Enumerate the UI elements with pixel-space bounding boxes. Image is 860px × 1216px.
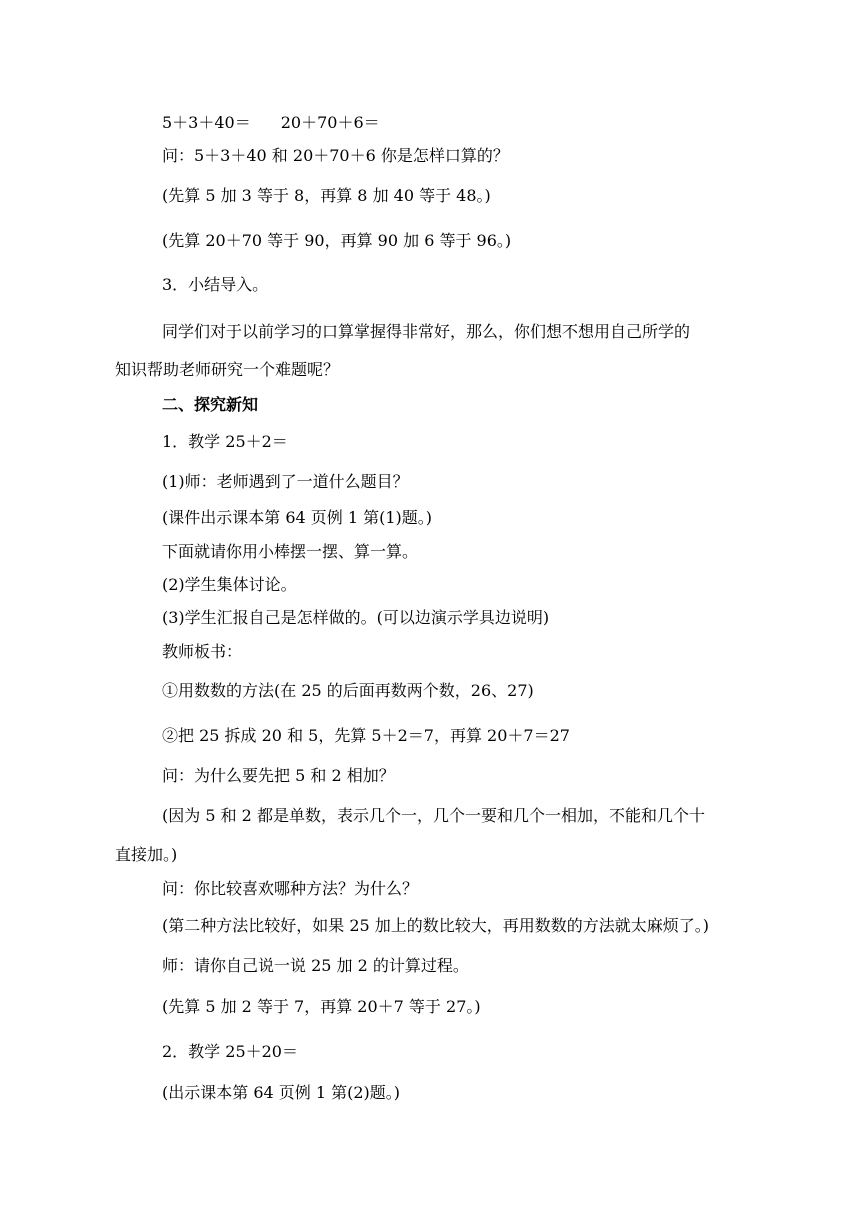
- question-line: 问：为什么要先把 5 和 2 相加？: [162, 766, 395, 785]
- answer-line: (先算 5 加 3 等于 8，再算 8 加 40 等于 48。): [162, 186, 491, 205]
- answer-line: 直接加。): [115, 845, 178, 864]
- section-item: 2．教学 25＋20＝: [162, 1042, 298, 1061]
- answer-line: (第二种方法比较好，如果 25 加上的数比较大，再用数数的方法就太麻烦了。): [162, 916, 710, 935]
- section-heading: 二、探究新知: [162, 395, 259, 414]
- paragraph-line: (课件出示课本第 64 页例 1 第(1)题。): [162, 508, 433, 527]
- answer-line: (因为 5 和 2 都是单数，表示几个一，几个一要和几个一相加，不能和几个十: [162, 806, 705, 825]
- paragraph-line: 知识帮助老师研究一个难题呢？: [115, 360, 340, 379]
- paragraph-line: 教师板书：: [162, 642, 243, 661]
- exercise-1: 5＋3＋40＝: [162, 113, 251, 132]
- question-line: 问：5＋3＋40 和 20＋70＋6 你是怎样口算的？: [162, 146, 509, 165]
- question-line: 问：你比较喜欢哪种方法？为什么？: [162, 879, 419, 898]
- paragraph-line: 下面就请你用小棒摆一摆、算一算。: [162, 542, 419, 561]
- paragraph-line: (3)学生汇报自己是怎样做的。(可以边演示学具边说明): [162, 608, 550, 627]
- paragraph-line: (1)师：老师遇到了一道什么题目？: [162, 472, 409, 491]
- section-item: 3．小结导入。: [162, 275, 269, 294]
- exercise-line: [162, 113, 380, 133]
- exercise-2: 20＋70＋6＝: [280, 113, 380, 132]
- section-item: 1．教学 25＋2＝: [162, 432, 288, 451]
- paragraph-line: 师：请你自己说一说 25 加 2 的计算过程。: [162, 956, 469, 975]
- answer-line: (先算 20＋70 等于 90，再算 90 加 6 等于 96。): [162, 231, 512, 250]
- paragraph-line: ①用数数的方法(在 25 的后面再数两个数，26、27): [162, 681, 534, 700]
- paragraph-line: 同学们对于以前学习的口算掌握得非常好，那么，你们想不想用自己所学的: [162, 322, 691, 341]
- paragraph-line: (2)学生集体讨论。: [162, 575, 297, 594]
- answer-line: (先算 5 加 2 等于 7，再算 20＋7 等于 27。): [162, 997, 481, 1016]
- paragraph-line: ②把 25 拆成 20 和 5，先算 5＋2＝7，再算 20＋7＝27: [162, 726, 570, 745]
- paragraph-line: (出示课本第 64 页例 1 第(2)题。): [162, 1083, 401, 1102]
